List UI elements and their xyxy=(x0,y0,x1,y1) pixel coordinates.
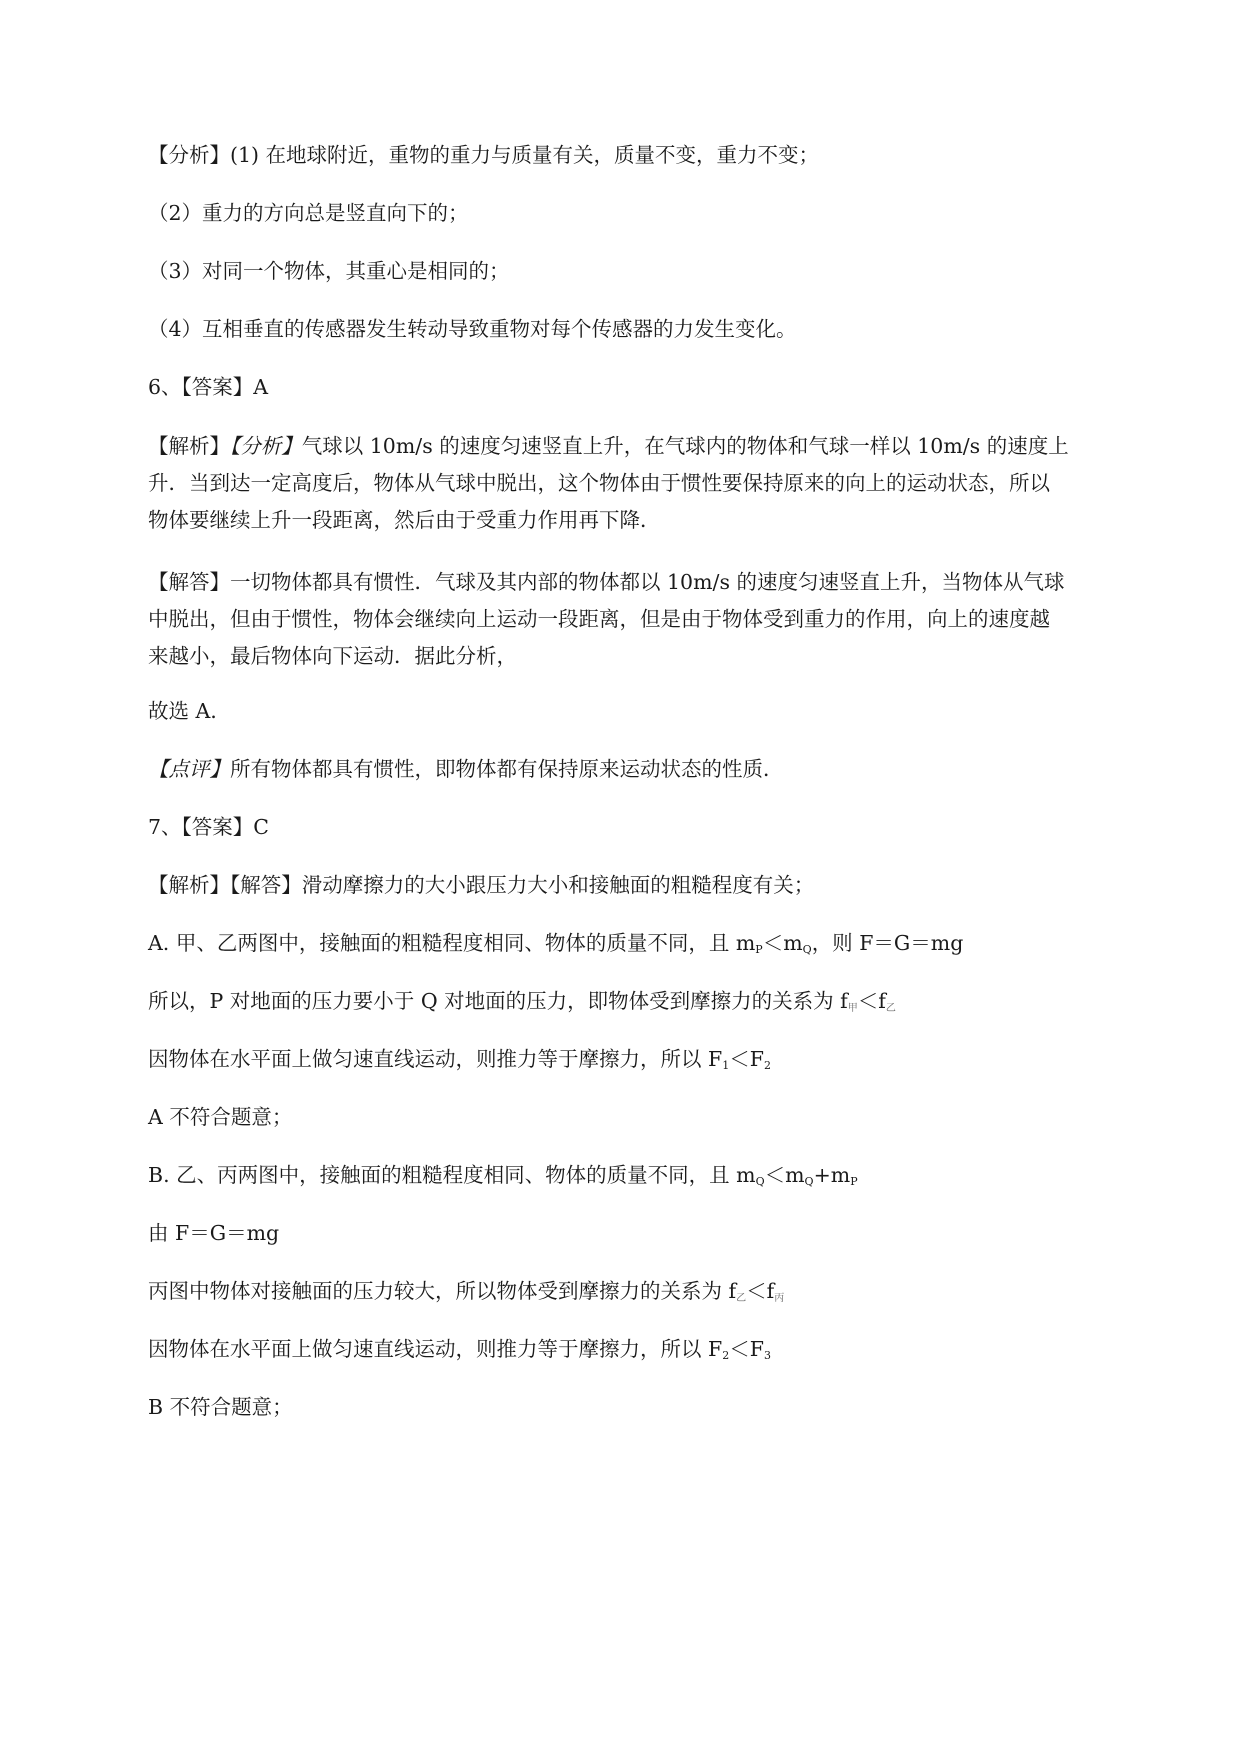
analysis-point-2: （2）重力的方向总是竖直向下的； xyxy=(148,201,469,225)
solution-6-row-3: 来越小，最后物体向下运动．据此分析， xyxy=(148,644,517,668)
answer-6: 6、【答案】A xyxy=(148,375,269,399)
comment-6-text: 所有物体都具有惯性，即物体都有保持原来运动状态的性质． xyxy=(230,757,784,781)
explanation-6-row-2: 升．当到达一定高度后，物体从气球中脱出，这个物体由于惯性要保持原来的向上的运动状态，所以 xyxy=(148,471,1050,495)
option-b-formula: 由 F＝G＝mg xyxy=(148,1221,280,1245)
subscript-jia: 甲 xyxy=(847,1003,858,1014)
subscript-yi: 乙 xyxy=(736,1293,747,1304)
option-a-statement xyxy=(148,925,1158,962)
option-b-force-text-1: 因物体在水平面上做匀速直线运动，则推力等于摩擦力，所以 F xyxy=(148,1337,723,1361)
option-a-force-text-1: 因物体在水平面上做匀速直线运动，则推力等于摩擦力，所以 F xyxy=(148,1047,723,1071)
option-b-pressure-text-2: ＜f xyxy=(746,1279,775,1303)
subscript-q: Q xyxy=(804,1175,814,1188)
option-b-text-2: ＜m xyxy=(764,1163,805,1187)
subscript-2: 2 xyxy=(722,1349,730,1362)
analysis-point-4: （4）互相垂直的传感器发生转动导致重物对每个传感器的力发生变化。 xyxy=(148,317,797,341)
choice-6: 故选 A． xyxy=(148,699,231,723)
option-a-force xyxy=(148,1041,1158,1078)
option-a-pressure-text-1: 所以，P 对地面的压力要小于 Q 对地面的压力，即物体受到摩擦力的关系为 f xyxy=(148,989,848,1013)
option-b-pressure xyxy=(148,1273,1158,1310)
explanation-6-row-1 xyxy=(148,428,1163,465)
explanation-6-analysis xyxy=(148,428,1163,539)
subscript-q: Q xyxy=(802,943,812,956)
option-a-pressure-text-2: ＜f xyxy=(857,989,886,1013)
subscript-2: 2 xyxy=(763,1059,771,1072)
option-a-verdict: A 不符合题意； xyxy=(148,1105,293,1129)
analysis-point-3: （3）对同一个物体，其重心是相同的； xyxy=(148,259,510,283)
fenxi-tag: 【分析】 xyxy=(230,434,302,458)
subscript-3: 3 xyxy=(763,1349,771,1362)
option-b-text-1: B. 乙、丙两图中，接触面的粗糙程度相同、物体的质量不同，且 m xyxy=(148,1163,756,1187)
explanation-6-solution xyxy=(148,564,1163,675)
option-a-pressure xyxy=(148,983,1158,1020)
option-a-text-3: ，则 F＝G＝mg xyxy=(811,931,964,955)
option-a-force-text-2: ＜F xyxy=(729,1047,764,1071)
solution-6-row-2: 中脱出，但由于惯性，物体会继续向上运动一段距离，但是由于物体受到重力的作用，向上的速度越 xyxy=(148,607,1050,631)
subscript-p: P xyxy=(850,1175,858,1188)
subscript-1: 1 xyxy=(722,1059,730,1072)
option-b-verdict: B 不符合题意； xyxy=(148,1395,293,1419)
comment-6 xyxy=(148,751,1158,788)
subscript-q: Q xyxy=(755,1175,765,1188)
jiexi-tag: 【解析】 xyxy=(148,434,230,458)
option-b-text-3: +m xyxy=(813,1163,851,1187)
option-a-text-1: A. 甲、乙两图中，接触面的粗糙程度相同、物体的质量不同，且 m xyxy=(148,931,756,955)
explanation-6-text-1: 气球以 10m/s 的速度匀速竖直上升，在气球内的物体和气球一样以 10m/s 的速度上 xyxy=(301,434,1069,458)
explanation-6-row-3: 物体要继续上升一段距离，然后由于受重力作用再下降． xyxy=(148,508,661,532)
option-b-statement xyxy=(148,1157,1158,1194)
subscript-bing: 丙 xyxy=(774,1293,785,1304)
answer-7: 7、【答案】C xyxy=(148,815,269,839)
dianping-tag: 【点评】 xyxy=(148,757,230,781)
option-a-text-2: ＜m xyxy=(762,931,803,955)
option-b-force-text-2: ＜F xyxy=(729,1337,764,1361)
analysis-point-1: 【分析】(1) 在地球附近，重物的重力与质量有关，质量不变，重力不变； xyxy=(148,143,820,167)
subscript-p: P xyxy=(755,943,763,956)
solution-6-row-1: 【解答】一切物体都具有惯性．气球及其内部的物体都以 10m/s 的速度匀速竖直上升，当物体从气球 xyxy=(148,570,1065,594)
option-b-pressure-text-1: 丙图中物体对接触面的压力较大，所以物体受到摩擦力的关系为 f xyxy=(148,1279,737,1303)
subscript-yi: 乙 xyxy=(885,1003,896,1014)
explanation-7-intro: 【解析】【解答】滑动摩擦力的大小跟压力大小和接触面的粗糙程度有关； xyxy=(148,873,815,897)
option-b-force xyxy=(148,1331,1158,1368)
